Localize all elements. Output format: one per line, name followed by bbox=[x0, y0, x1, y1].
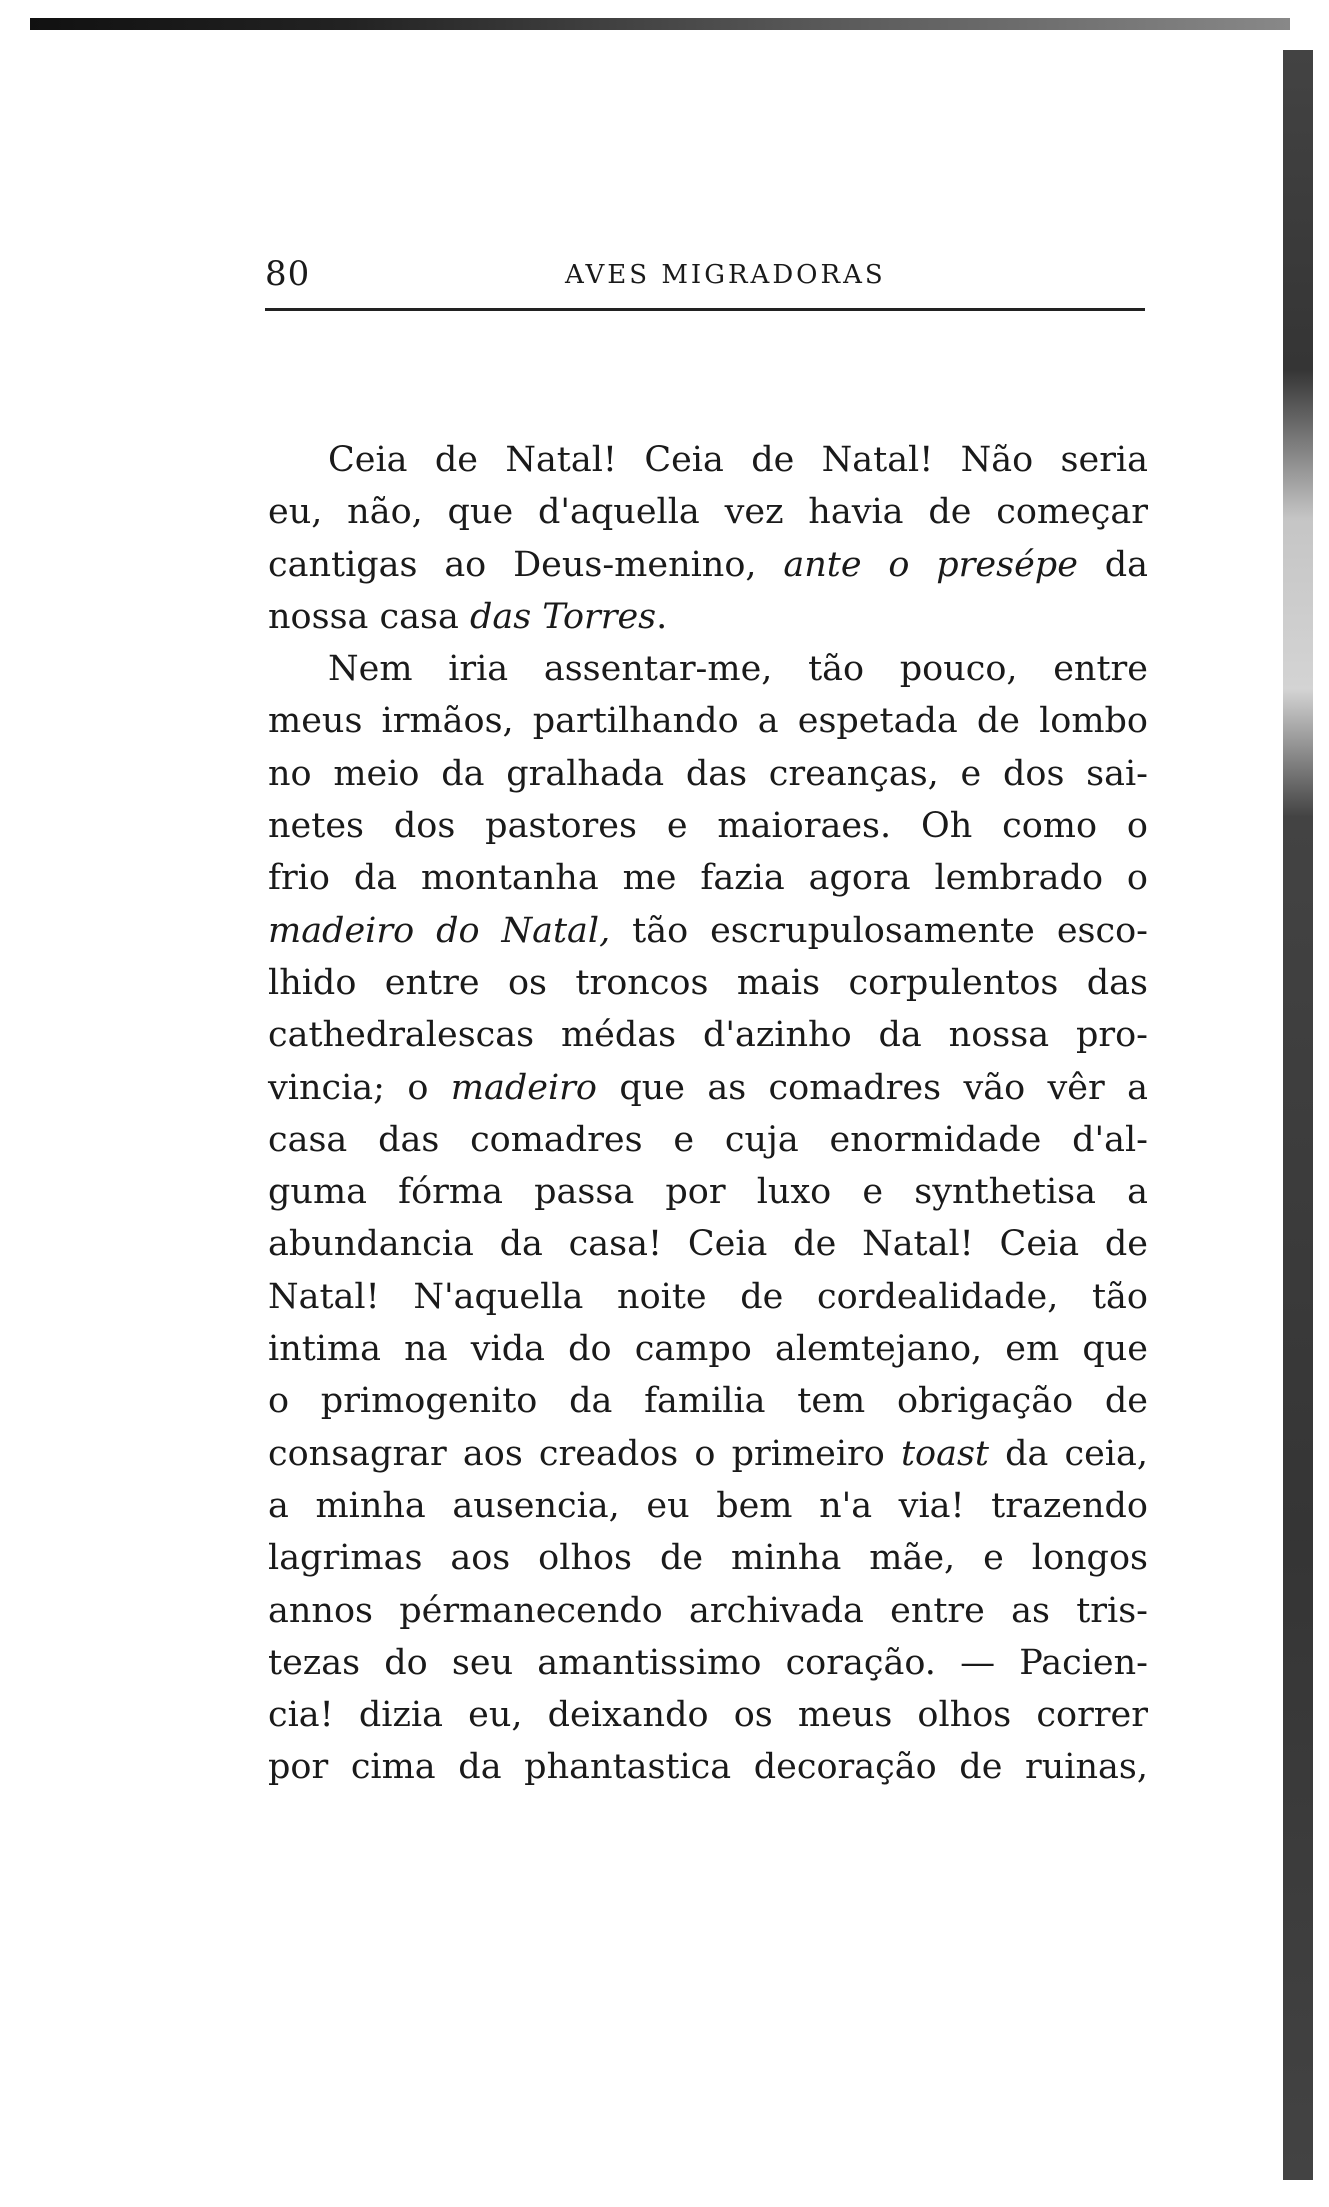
text-line: cathedralescas médas d'azinho da nossa pro- bbox=[268, 1015, 1148, 1056]
text-line: lhido entre os troncos mais corpulentos das bbox=[268, 962, 1148, 1003]
body-text bbox=[268, 434, 1148, 1794]
text-line: consagrar aos creados o primeiro toast da ceia, bbox=[268, 1433, 1148, 1474]
text-line: Natal! N'aquella noite de cordealidade, tão bbox=[268, 1276, 1148, 1317]
scan-right-edge bbox=[1283, 50, 1313, 2180]
text-line: nossa casa das Torres. bbox=[268, 596, 668, 637]
text-line: abundancia da casa! Ceia de Natal! Ceia de bbox=[268, 1224, 1148, 1265]
text-line: Ceia de Natal! Ceia de Natal! Não seria bbox=[328, 440, 1148, 480]
text-line: vincia; o madeiro que as comadres vão vêr a bbox=[268, 1067, 1148, 1108]
text-line: intima na vida do campo alemtejano, em que bbox=[268, 1329, 1148, 1370]
text-line: tezas do seu amantissimo coração. — Pacien- bbox=[268, 1642, 1148, 1683]
text-line: a minha ausencia, eu bem n'a via! trazendo bbox=[268, 1485, 1148, 1526]
text-line: casa das comadres e cuja enormidade d'al- bbox=[268, 1119, 1148, 1160]
text-line: meus irmãos, partilhando a espetada de lombo bbox=[268, 701, 1148, 742]
running-head: AVES MIGRADORAS bbox=[565, 260, 886, 290]
page-number: 80 bbox=[265, 254, 311, 294]
text-line: no meio da gralhada das creanças, e dos sai- bbox=[268, 753, 1148, 794]
text-line: lagrimas aos olhos de minha mãe, e longos bbox=[268, 1538, 1148, 1579]
text-line: cia! dizia eu, deixando os meus olhos correr bbox=[268, 1695, 1148, 1736]
text-line: madeiro do Natal, tão escrupulosamente esco- bbox=[268, 910, 1148, 951]
text-line: Nem iria assentar-me, tão pouco, entre bbox=[328, 649, 1148, 690]
text-line: o primogenito da familia tem obrigação de bbox=[268, 1381, 1148, 1422]
text-line: netes dos pastores e maioraes. Oh como o bbox=[268, 806, 1148, 847]
scan-top-edge bbox=[30, 18, 1290, 30]
text-line: por cima da phantastica decoração de ruinas, bbox=[268, 1747, 1148, 1788]
text-line: eu, não, que d'aquella vez havia de começar bbox=[268, 492, 1148, 533]
page-header bbox=[265, 248, 1145, 308]
text-line: guma fórma passa por luxo e synthetisa a bbox=[268, 1172, 1148, 1213]
header-rule bbox=[265, 308, 1145, 311]
text-line: annos pérmanecendo archivada entre as tris- bbox=[268, 1590, 1148, 1631]
text-line: cantigas ao Deus-menino, ante o presépe da bbox=[268, 544, 1148, 585]
text-line: frio da montanha me fazia agora lembrado o bbox=[268, 858, 1148, 899]
